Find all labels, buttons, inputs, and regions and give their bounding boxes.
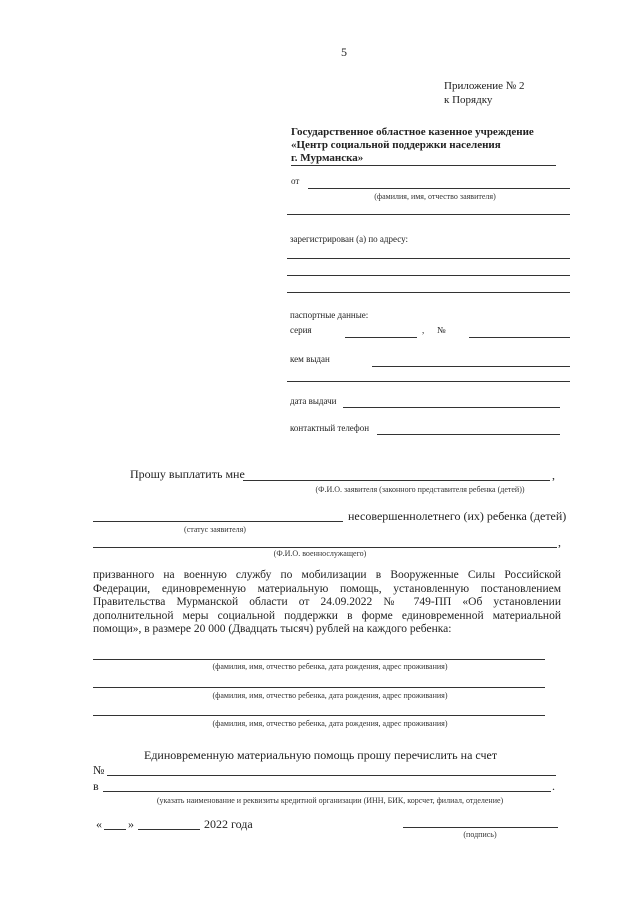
page-number: 5 [341, 45, 347, 59]
serviceman-comma: , [558, 535, 561, 549]
child-hint-1: (фамилия, имя, отчество ребенка, дата рождения, адрес проживания) [212, 662, 448, 671]
series-comma: , [422, 325, 425, 335]
series-label: серия [290, 325, 312, 335]
account-number-label: № [93, 763, 105, 777]
recipient-line-3: г. Мурманска» [291, 152, 364, 164]
status-field[interactable] [93, 521, 343, 522]
phone-label: контактный телефон [290, 423, 370, 433]
recipient-line-2: «Центр социальной поддержки населения [291, 139, 501, 151]
address-field-2[interactable] [287, 275, 570, 276]
child-hint-3: (фамилия, имя, отчество ребенка, дата рождения, адрес проживания) [212, 719, 448, 728]
status-hint: (статус заявителя) [184, 525, 246, 534]
passport-label: паспортные данные: [290, 310, 369, 320]
series-field[interactable] [345, 337, 417, 338]
address-field-1[interactable] [287, 258, 570, 259]
date-open-quote: « [96, 817, 102, 831]
applicant-name-hint: (Ф.И.О. заявителя (законного представителя ребенка (детей)) [315, 485, 525, 494]
issued-by-field-2[interactable] [287, 381, 570, 382]
child-hint-2: (фамилия, имя, отчество ребенка, дата рождения, адрес проживания) [212, 691, 448, 700]
child-field-1[interactable] [93, 659, 545, 660]
address-label: зарегистрирован (а) по адресу: [290, 234, 408, 244]
recipient-line-1: Государственное областное казенное учреждение [291, 126, 534, 138]
passport-number-label: № [437, 325, 446, 335]
appendix-line-2: к Порядку [444, 94, 493, 106]
bank-period: . [552, 779, 555, 793]
appendix-line-1: Приложение № 2 [444, 80, 525, 92]
signature-hint: (подпись) [463, 830, 497, 839]
minor-text: несовершеннолетнего (их) ребенка (детей) [348, 509, 567, 523]
request-paragraph: призванного на военную службу по мобилизации в Вооруженные Силы Российской Федерации, единовременную материальную помощь, установленную постановлением Правительства Мурманской области от 24.09.2022 № 749-ПП «Об установлении дополнительной меры социальной поддержки в форме единовременной материальной помощи», в размере 20 000 (Двадцать тысяч) рублей на каждого ребенка: [93, 569, 561, 635]
from-hint: (фамилия, имя, отчество заявителя) [374, 192, 496, 201]
pay-me-comma: , [552, 468, 555, 482]
issue-date-label: дата выдачи [290, 396, 337, 406]
date-close-quote: » [128, 817, 134, 831]
from-field[interactable] [308, 188, 570, 189]
phone-field[interactable] [377, 434, 560, 435]
applicant-name-field[interactable] [243, 480, 550, 481]
serviceman-field[interactable] [93, 547, 557, 548]
bank-label: в [93, 779, 99, 793]
transfer-text: Единовременную материальную помощь прошу перечислить на счет [144, 748, 498, 762]
child-field-2[interactable] [93, 687, 545, 688]
passport-number-field[interactable] [469, 337, 570, 338]
bank-hint: (указать наименование и реквизиты кредитной организации (ИНН, БИК, корсчет, филиал, отделение) [156, 796, 504, 805]
date-year-text: 2022 года [204, 817, 253, 831]
child-field-3[interactable] [93, 715, 545, 716]
serviceman-hint: (Ф.И.О. военнослужащего) [273, 549, 367, 558]
date-day-field[interactable] [104, 829, 126, 830]
address-field-3[interactable] [287, 292, 570, 293]
from-label: от [291, 176, 300, 186]
issued-by-field[interactable] [372, 366, 570, 367]
issued-by-label: кем выдан [290, 354, 330, 364]
issue-date-field[interactable] [343, 407, 560, 408]
account-number-field[interactable] [107, 775, 556, 776]
recipient-underline [291, 165, 556, 166]
signature-field[interactable] [403, 827, 558, 828]
date-month-field[interactable] [138, 829, 200, 830]
pay-me-text: Прошу выплатить мне [130, 467, 245, 481]
from-field-2[interactable] [287, 214, 570, 215]
bank-field[interactable] [103, 791, 551, 792]
